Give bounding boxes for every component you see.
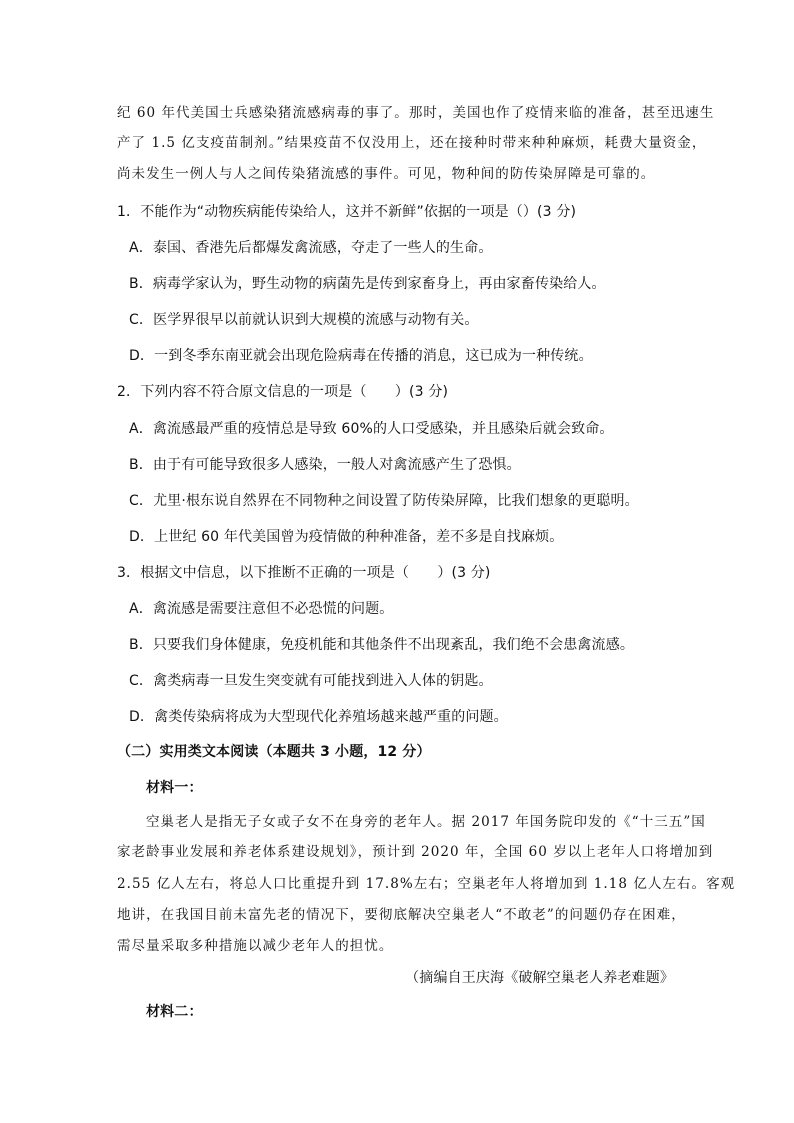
question-2-option-d: D．上世纪 60 年代美国曾为疫情做的种种准备，差不多是自找麻烦。 — [129, 529, 564, 545]
material-2-label: 材料二： — [146, 1004, 203, 1020]
question-2-option-b: B．由于有可能导致很多人感染，一般人对禽流感产生了恐惧。 — [129, 457, 521, 473]
question-1-stem: 1．不能作为“动物疾病能传染给人，这并不新鲜”依据的一项是（）(3 分) — [117, 204, 577, 220]
question-1-option-a: A．泰国、香港先后都爆发禽流感，夺走了一些人的生命。 — [129, 240, 493, 256]
question-2-stem: 2．下列内容不符合原文信息的一项是（ ）(3 分) — [117, 384, 449, 400]
material-1-line: 空巢老人是指无子女或子女不在身旁的老年人。据 2017 年国务院印发的《“十三五”国 — [146, 814, 706, 830]
question-3-option-a: A．禽流感是需要注意但不必恐慌的问题。 — [129, 601, 394, 617]
material-1-line: 地讲，在我国目前未富先老的情况下，要彻底解决空巢老人“不敢老”的问题仍存在困难， — [117, 907, 686, 923]
question-1-option-b: B．病毒学家认为，野生动物的病菌先是传到家畜身上，再由家畜传染给人。 — [129, 276, 606, 292]
passage-line: 纪 60 年代美国士兵感染猪流感病毒的事了。那时，美国也作了疫情来临的准备，甚至迅速生 — [117, 105, 715, 121]
question-1-option-c: C．医学界很早以前就认识到大规模的流感与动物有关。 — [129, 312, 479, 328]
question-2-option-a: A．禽流感最严重的疫情总是导致 60%的人口受感染，并且感染后就会致命。 — [129, 421, 614, 437]
question-1-option-d: D．一到冬季东南亚就会出现危险病毒在传播的消息，这已成为一种传统。 — [129, 348, 593, 364]
question-3-option-b: B．只要我们身体健康，免疫机能和其他条件不出现紊乱，我们绝不会患禽流感。 — [129, 637, 635, 653]
question-3-stem: 3．根据文中信息，以下推断不正确的一项是（ ）(3 分) — [117, 565, 491, 581]
material-1-line: 家老龄事业发展和养老体系建设规划》，预计到 2020 年，全国 60 岁以上老年人口将增加到 — [117, 844, 714, 860]
material-1-label: 材料一： — [146, 780, 203, 796]
material-1-source: （摘编自王庆海《破解空巢老人养老难题》 — [405, 970, 674, 986]
question-3-option-c: C．禽类病毒一旦发生突变就有可能找到进入人体的钥匙。 — [129, 673, 493, 689]
passage-line: 尚未发生一例人与人之间传染猪流感的事件。可见，物种间的防传染屏障是可靠的。 — [117, 166, 656, 182]
material-1-line: 2.55 亿人左右，将总人口比重提升到 17.8%左右；空巢老年人将增加到 1.18 亿人左右。客观 — [117, 876, 736, 892]
question-2-option-c: C．尤里·根东说自然界在不同物种之间设置了防传染屏障，比我们想象的更聪明。 — [129, 493, 639, 509]
question-3-option-d: D．禽类传染病将成为大型现代化养殖场越来越严重的问题。 — [129, 709, 508, 725]
passage-line: 产了 1.5 亿支疫苗制剂。”结果疫苗不仅没用上，还在接种时带来种种麻烦，耗费大量资金， — [117, 135, 707, 151]
section-heading: （二）实用类文本阅读（本题共 3 小题，12 分） — [117, 744, 431, 760]
material-1-line: 需尽量采取多种措施以减少老年人的担忧。 — [117, 938, 394, 954]
